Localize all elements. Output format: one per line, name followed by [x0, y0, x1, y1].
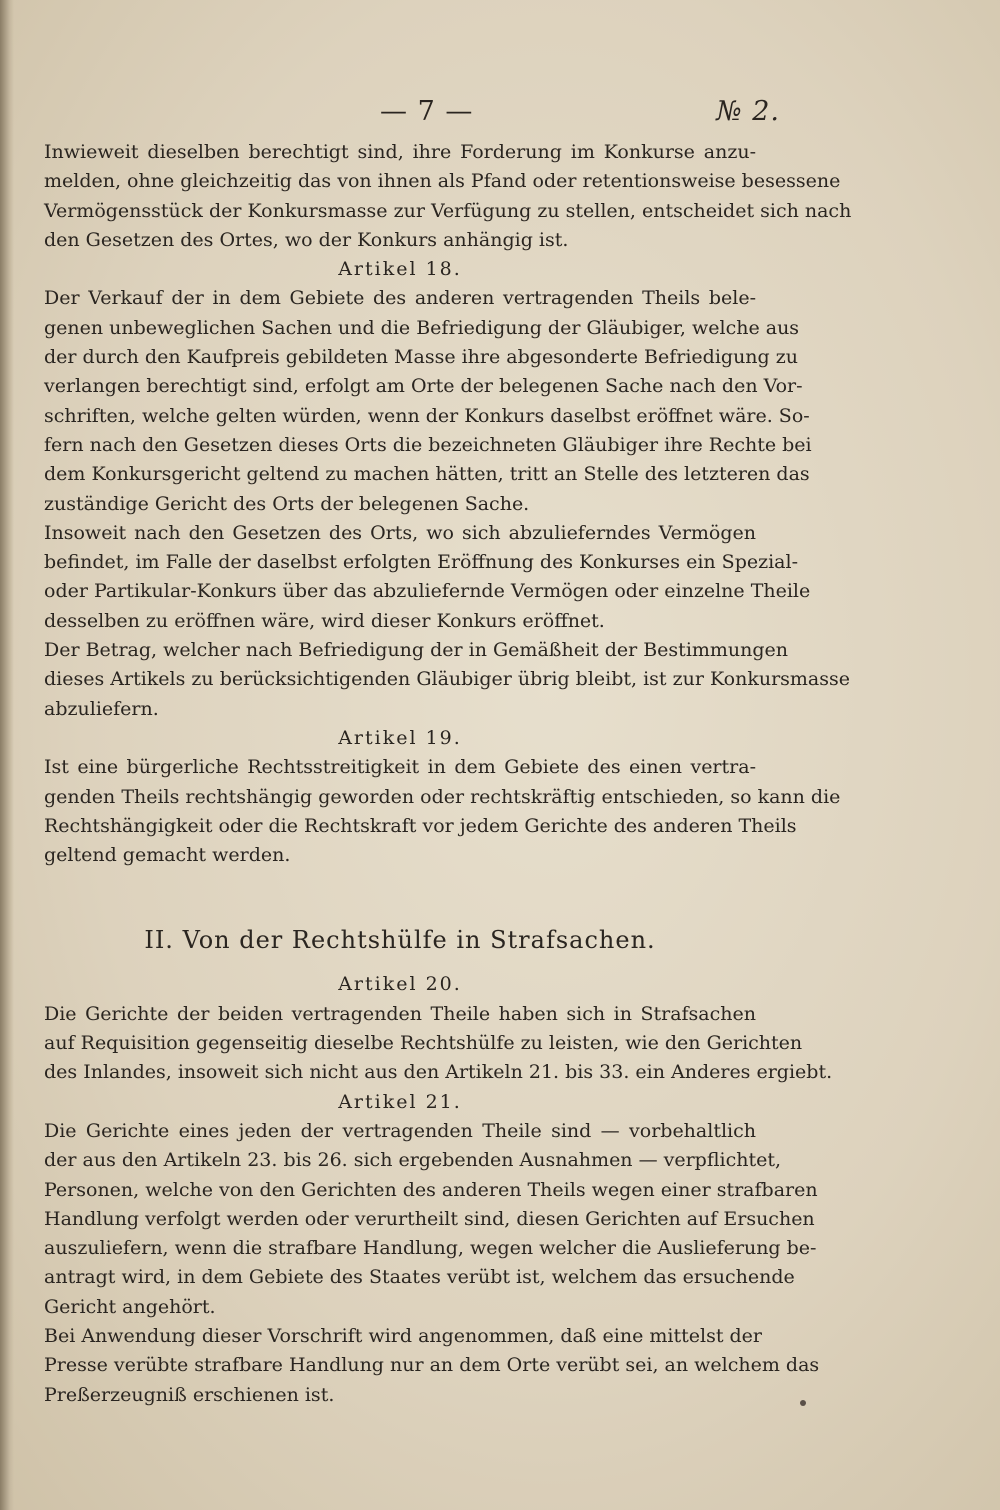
paragraph-last-line: den Gesetzen des Ortes, wo der Konkurs anhängig ist.: [44, 228, 569, 251]
text-line: oder Partikular-Konkurs über das abzuliefernde Vermögen oder einzelne Theile: [44, 580, 811, 603]
text-line: antragt wird, in dem Gebiete des Staates verübt ist, welchem das ersuchende: [44, 1266, 795, 1289]
text-line: Inwieweit dieselben berechtigt sind, ihre Forderung im Konkurse anzu-: [44, 141, 756, 163]
text-line: dieses Artikels zu berücksichtigenden Gläubiger übrig bleibt, ist zur Konkursmasse: [44, 668, 851, 691]
text-line: Handlung verfolgt werden oder verurtheilt sind, diesen Gerichten auf Ersuchen: [44, 1207, 815, 1230]
paragraph-last-line: abzuliefern.: [44, 697, 159, 720]
text-line: schriften, welche gelten würden, wenn der Konkurs daselbst eröffnet wäre. So-: [44, 404, 810, 427]
text-line: der durch den Kaufpreis gebildeten Masse ihre abgesonderte Befriedigung zu: [44, 346, 798, 369]
text-line: Rechtshängigkeit oder die Rechtskraft vor jedem Gerichte des anderen Theils: [44, 814, 797, 837]
ink-spot: [800, 1400, 806, 1406]
paragraph-last-line: Gericht angehört.: [44, 1295, 216, 1318]
article-heading: Artikel 19.: [338, 726, 462, 749]
text-line: Presse verübte strafbare Handlung nur an dem Orte verübt sei, an welchem das: [44, 1354, 820, 1377]
text-line: verlangen berechtigt sind, erfolgt am Orte der belegenen Sache nach den Vor-: [44, 375, 803, 398]
text-line: auf Requisition gegenseitig dieselbe Rechtshülfe zu leisten, wie den Gerichten: [44, 1032, 803, 1055]
text-line: Die Gerichte eines jeden der vertragenden Theile sind — vorbehaltlich: [44, 1119, 756, 1142]
page-number: — 7 —: [380, 96, 474, 127]
paragraph-last-line: zuständige Gericht des Orts der belegenen Sache.: [44, 492, 530, 515]
text-line: Die Gerichte der beiden vertragenden Theile haben sich in Strafsachen: [44, 1002, 756, 1025]
text-line: fern nach den Gesetzen dieses Orts die bezeichneten Gläubiger ihre Rechte bei: [44, 433, 812, 456]
text-line: der aus den Artikeln 23. bis 26. sich ergebenden Ausnahmen — verpflichtet,: [44, 1149, 782, 1172]
text-line: Personen, welche von den Gerichten des anderen Theils wegen einer strafbaren: [44, 1178, 818, 1201]
text-line: Bei Anwendung dieser Vorschrift wird angenommen, daß eine mittelst der: [44, 1324, 762, 1347]
paragraph-last-line: Preßerzeugniß erschienen ist.: [44, 1383, 335, 1406]
article-heading: Artikel 18.: [338, 258, 462, 281]
text-line: Der Verkauf der in dem Gebiete des anderen vertragenden Theils bele-: [44, 287, 756, 310]
page-header: [380, 96, 780, 128]
series-number: № 2.: [716, 96, 780, 127]
text-line: Vermögensstück der Konkursmasse zur Verfügung zu stellen, entscheidet sich nach: [44, 199, 852, 222]
page-binding-edge: [0, 0, 14, 1510]
text-line: des Inlandes, insoweit sich nicht aus den Artikeln 21. bis 33. ein Anderes ergiebt.: [44, 1061, 833, 1084]
text-line: melden, ohne gleichzeitig das von ihnen als Pfand oder retentionsweise besessene: [44, 170, 841, 193]
paragraph-last-line: desselben zu eröffnen wäre, wird dieser Konkurs eröffnet.: [44, 609, 605, 632]
text-line: Ist eine bürgerliche Rechtsstreitigkeit in dem Gebiete des einen vertra-: [44, 756, 756, 779]
text-line: dem Konkursgericht geltend zu machen hätten, tritt an Stelle des letzteren das: [44, 463, 810, 486]
text-line: genen unbeweglichen Sachen und die Befriedigung der Gläubiger, welche aus: [44, 316, 800, 339]
section-heading: II. Von der Rechtshülfe in Strafsachen.: [144, 926, 656, 955]
text-line: auszuliefern, wenn die strafbare Handlung, wegen welcher die Auslieferung be-: [44, 1237, 817, 1260]
paragraph-last-line: geltend gemacht werden.: [44, 844, 291, 867]
document-body: [44, 138, 852, 1410]
text-line: Der Betrag, welcher nach Befriedigung der in Gemäßheit der Bestimmungen: [44, 639, 789, 662]
text-line: befindet, im Falle der daselbst erfolgten Eröffnung des Konkurses ein Spezial-: [44, 551, 799, 574]
section-spacer: [44, 870, 756, 910]
text-line: genden Theils rechtshängig geworden oder rechtskräftig entschieden, so kann die: [44, 785, 841, 808]
article-heading: Artikel 20.: [338, 973, 462, 996]
text-line: Insoweit nach den Gesetzen des Orts, wo sich abzulieferndes Vermögen: [44, 521, 756, 544]
article-heading: Artikel 21.: [338, 1090, 462, 1113]
